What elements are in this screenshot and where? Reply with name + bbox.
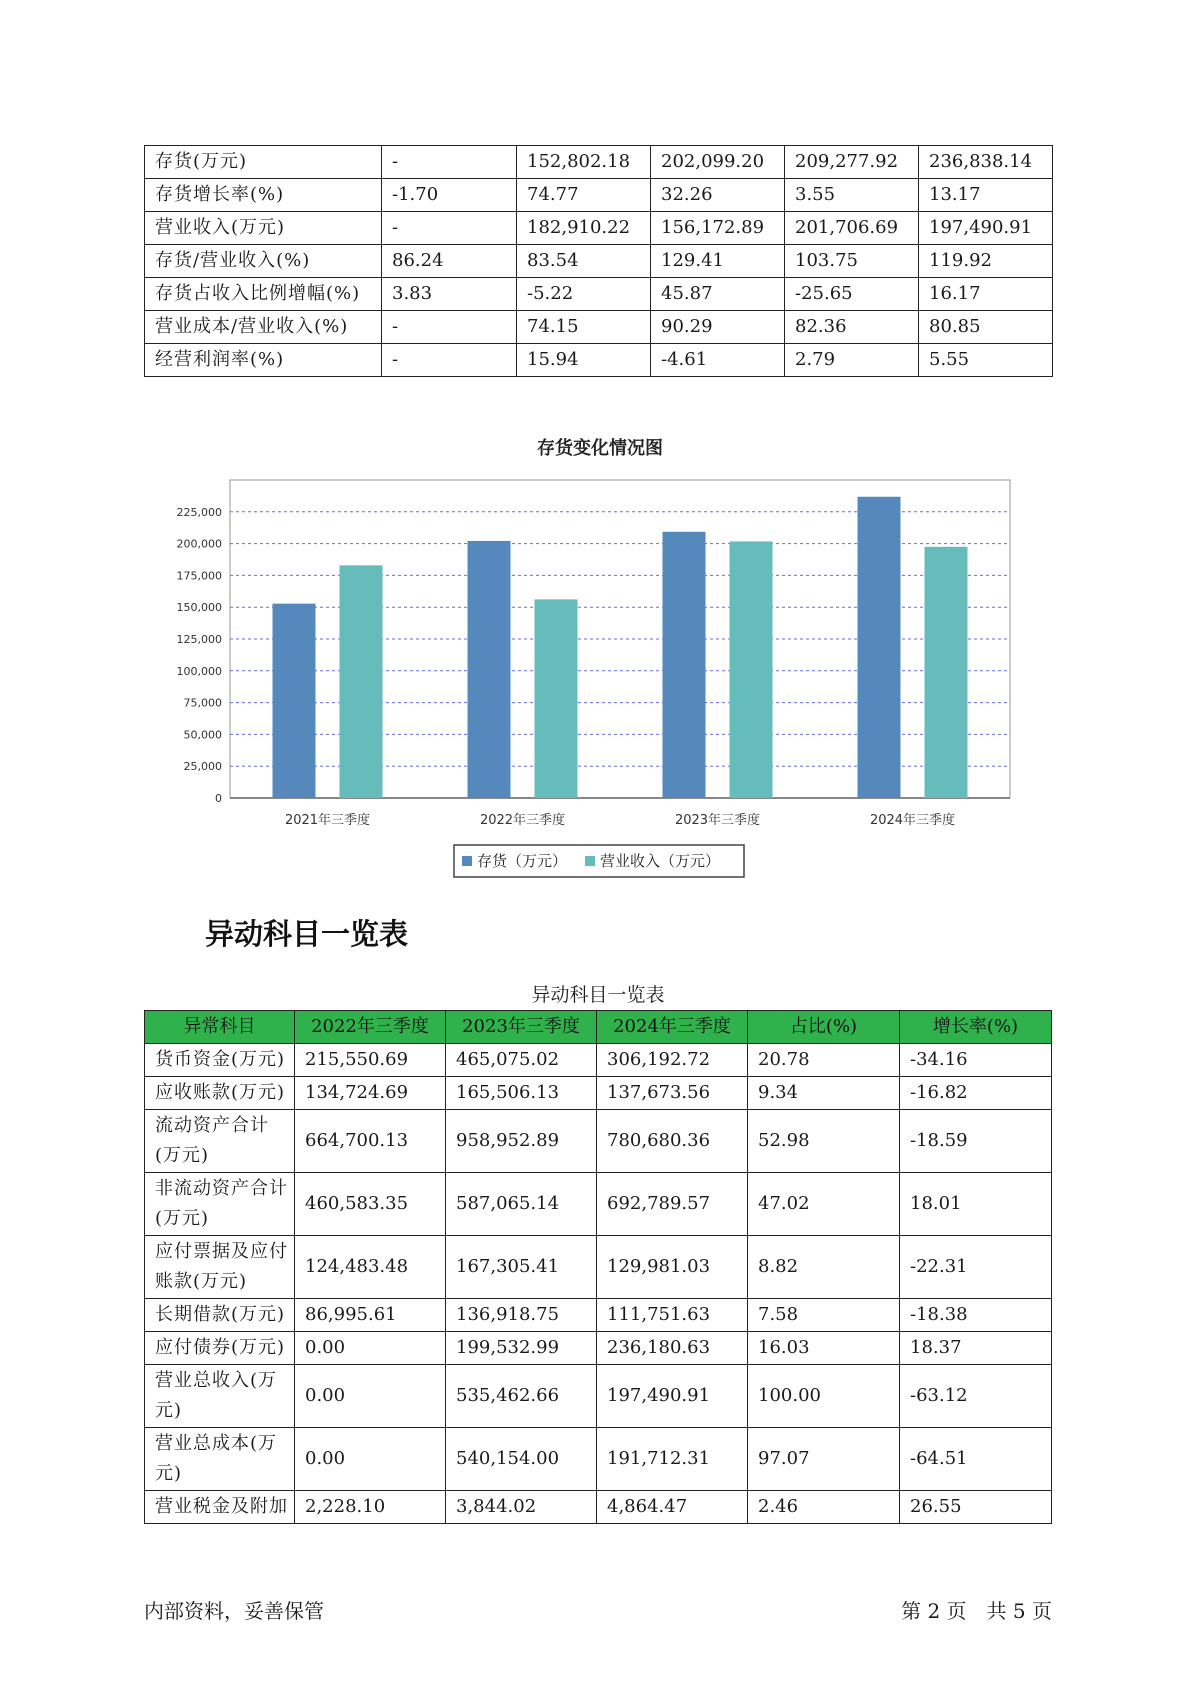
table-cell: 47.02 <box>748 1173 900 1236</box>
table-cell: 9.34 <box>748 1077 900 1110</box>
column-header: 增长率(%) <box>900 1011 1052 1044</box>
table-cell: 15.94 <box>517 344 651 377</box>
table-cell: 136,918.75 <box>446 1299 597 1332</box>
row-label: 经营利润率(%) <box>145 344 382 377</box>
legend-label: 存货（万元） <box>477 852 568 870</box>
chart-bar <box>468 541 511 798</box>
row-label: 长期借款(万元) <box>145 1299 295 1332</box>
row-label: 非流动资产合计(万元) <box>145 1173 295 1236</box>
table-cell: 2,228.10 <box>295 1491 446 1524</box>
table-cell: 202,099.20 <box>651 146 785 179</box>
table-cell: 780,680.36 <box>597 1110 748 1173</box>
table-cell: 2.46 <box>748 1491 900 1524</box>
x-tick-label: 2022年三季度 <box>479 813 566 828</box>
row-label: 营业收入(万元) <box>145 212 382 245</box>
table-cell: 0.00 <box>295 1365 446 1428</box>
table-cell: -34.16 <box>900 1044 1052 1077</box>
chart-bar <box>340 565 383 798</box>
footer-page-number: 第 2 页 共 5 页 <box>901 1599 1052 1623</box>
row-label: 流动资产合计(万元) <box>145 1110 295 1173</box>
table-cell: 18.37 <box>900 1332 1052 1365</box>
table-cell: 587,065.14 <box>446 1173 597 1236</box>
table-cell: 32.26 <box>651 179 785 212</box>
chart-svg <box>160 430 1040 880</box>
column-header: 2023年三季度 <box>446 1011 597 1044</box>
y-tick-label: 200,000 <box>176 537 222 551</box>
table-cell: 134,724.69 <box>295 1077 446 1110</box>
y-tick-label: 125,000 <box>176 633 222 646</box>
table-row <box>145 1044 1052 1077</box>
table-cell: 540,154.00 <box>446 1428 597 1491</box>
table-cell: 0.00 <box>295 1332 446 1365</box>
table-cell: 692,789.57 <box>597 1173 748 1236</box>
x-tick-label: 2023年三季度 <box>674 813 761 828</box>
table-cell: -63.12 <box>900 1365 1052 1428</box>
table-row <box>145 1299 1052 1332</box>
table-cell: -18.59 <box>900 1110 1052 1173</box>
table-cell: -22.31 <box>900 1236 1052 1299</box>
inventory-chart <box>160 430 1040 880</box>
table-row <box>145 311 1053 344</box>
table-cell: 209,277.92 <box>785 146 919 179</box>
table-row <box>145 1428 1052 1491</box>
table-cell: 129,981.03 <box>597 1236 748 1299</box>
legend-swatch <box>462 856 472 866</box>
chart-bar <box>273 604 316 798</box>
table-cell: - <box>382 311 517 344</box>
table-cell: - <box>382 146 517 179</box>
table-cell: 664,700.13 <box>295 1110 446 1173</box>
table-row <box>145 1332 1052 1365</box>
table-cell: 3,844.02 <box>446 1491 597 1524</box>
table-cell: -64.51 <box>900 1428 1052 1491</box>
table-row <box>145 179 1053 212</box>
y-tick-label: 25,000 <box>183 760 222 774</box>
table-cell: 5.55 <box>919 344 1053 377</box>
table-cell: -4.61 <box>651 344 785 377</box>
inventory-table <box>144 145 1053 377</box>
table-cell: 129.41 <box>651 245 785 278</box>
table-cell: 191,712.31 <box>597 1428 748 1491</box>
row-label: 存货(万元) <box>145 146 382 179</box>
table-cell: -16.82 <box>900 1077 1052 1110</box>
table-cell: 306,192.72 <box>597 1044 748 1077</box>
table-cell: 958,952.89 <box>446 1110 597 1173</box>
table-cell: 8.82 <box>748 1236 900 1299</box>
table-row <box>145 1491 1052 1524</box>
table-cell: 7.58 <box>748 1299 900 1332</box>
table-cell: 18.01 <box>900 1173 1052 1236</box>
table-cell: 152,802.18 <box>517 146 651 179</box>
table-cell: - <box>382 212 517 245</box>
table-cell: 236,838.14 <box>919 146 1053 179</box>
table-cell: 20.78 <box>748 1044 900 1077</box>
table-row <box>145 1173 1052 1236</box>
table-cell: 197,490.91 <box>597 1365 748 1428</box>
table-cell: 86,995.61 <box>295 1299 446 1332</box>
table-cell: 90.29 <box>651 311 785 344</box>
chart-bar <box>730 541 773 798</box>
footer-confidential-note: 内部资料，妥善保管 <box>144 1599 324 1623</box>
chart-bar <box>925 547 968 798</box>
column-header: 占比(%) <box>748 1011 900 1044</box>
row-label: 应付票据及应付账款(万元) <box>145 1236 295 1299</box>
row-label: 营业总收入(万元) <box>145 1365 295 1428</box>
table-row <box>145 245 1053 278</box>
table-cell: 156,172.89 <box>651 212 785 245</box>
table-row <box>145 1236 1052 1299</box>
legend-label: 营业收入（万元） <box>600 852 721 870</box>
table-cell: 13.17 <box>919 179 1053 212</box>
table-cell: 16.03 <box>748 1332 900 1365</box>
table-cell: 0.00 <box>295 1428 446 1491</box>
table-cell: 465,075.02 <box>446 1044 597 1077</box>
abnormal-table-body <box>145 1011 1052 1524</box>
table-caption: 异动科目一览表 <box>531 984 665 1006</box>
row-label: 存货/营业收入(%) <box>145 245 382 278</box>
row-label: 营业总成本(万元) <box>145 1428 295 1491</box>
x-tick-label: 2021年三季度 <box>284 813 371 828</box>
table-cell: 137,673.56 <box>597 1077 748 1110</box>
table-cell: 3.55 <box>785 179 919 212</box>
table-cell: 236,180.63 <box>597 1332 748 1365</box>
table-header-row <box>145 1011 1052 1044</box>
table-cell: - <box>382 344 517 377</box>
table-cell: 201,706.69 <box>785 212 919 245</box>
table-cell: 460,583.35 <box>295 1173 446 1236</box>
y-tick-label: 175,000 <box>176 569 222 583</box>
table-cell: 45.87 <box>651 278 785 311</box>
table-cell: 167,305.41 <box>446 1236 597 1299</box>
chart-bar <box>535 599 578 798</box>
table-cell: 100.00 <box>748 1365 900 1428</box>
table-row <box>145 1110 1052 1173</box>
table-cell: 165,506.13 <box>446 1077 597 1110</box>
table-cell: 182,910.22 <box>517 212 651 245</box>
inventory-table-body <box>145 146 1053 377</box>
table-cell: -5.22 <box>517 278 651 311</box>
table-cell: 83.54 <box>517 245 651 278</box>
x-tick-label: 2024年三季度 <box>869 813 956 828</box>
table-cell: 3.83 <box>382 278 517 311</box>
table-cell: 2.79 <box>785 344 919 377</box>
table-row <box>145 278 1053 311</box>
table-cell: -1.70 <box>382 179 517 212</box>
table-cell: 16.17 <box>919 278 1053 311</box>
table-cell: 82.36 <box>785 311 919 344</box>
table-cell: 535,462.66 <box>446 1365 597 1428</box>
y-tick-label: 100,000 <box>176 664 222 678</box>
section-title: 异动科目一览表 <box>205 917 409 951</box>
row-label: 存货增长率(%) <box>145 179 382 212</box>
table-cell: 111,751.63 <box>597 1299 748 1332</box>
table-row <box>145 344 1053 377</box>
row-label: 营业税金及附加 <box>145 1491 295 1524</box>
abnormal-items-table <box>144 1010 1052 1524</box>
table-cell: 199,532.99 <box>446 1332 597 1365</box>
chart-bar <box>858 497 901 798</box>
column-header: 2024年三季度 <box>597 1011 748 1044</box>
column-header: 异常科目 <box>145 1011 295 1044</box>
table-row <box>145 1365 1052 1428</box>
chart-title: 存货变化情况图 <box>537 438 663 459</box>
column-header: 2022年三季度 <box>295 1011 446 1044</box>
table-cell: 4,864.47 <box>597 1491 748 1524</box>
y-tick-label: 225,000 <box>176 505 222 519</box>
row-label: 货币资金(万元) <box>145 1044 295 1077</box>
table-cell: 74.77 <box>517 179 651 212</box>
table-cell: 103.75 <box>785 245 919 278</box>
y-tick-label: 75,000 <box>183 696 222 710</box>
table-cell: 52.98 <box>748 1110 900 1173</box>
row-label: 存货占收入比例增幅(%) <box>145 278 382 311</box>
table-cell: 119.92 <box>919 245 1053 278</box>
table-cell: 26.55 <box>900 1491 1052 1524</box>
table-cell: 86.24 <box>382 245 517 278</box>
legend-swatch <box>585 856 595 866</box>
table-row <box>145 212 1053 245</box>
table-cell: -25.65 <box>785 278 919 311</box>
table-row <box>145 1077 1052 1110</box>
table-cell: 80.85 <box>919 311 1053 344</box>
table-cell: 74.15 <box>517 311 651 344</box>
table-cell: 197,490.91 <box>919 212 1053 245</box>
table-row <box>145 146 1053 179</box>
row-label: 应付债券(万元) <box>145 1332 295 1365</box>
y-tick-label: 150,000 <box>176 601 222 615</box>
y-tick-label: 0 <box>215 792 222 805</box>
row-label: 营业成本/营业收入(%) <box>145 311 382 344</box>
table-cell: -18.38 <box>900 1299 1052 1332</box>
chart-bar <box>663 532 706 798</box>
y-tick-label: 50,000 <box>183 728 222 742</box>
row-label: 应收账款(万元) <box>145 1077 295 1110</box>
table-cell: 124,483.48 <box>295 1236 446 1299</box>
table-cell: 215,550.69 <box>295 1044 446 1077</box>
table-cell: 97.07 <box>748 1428 900 1491</box>
